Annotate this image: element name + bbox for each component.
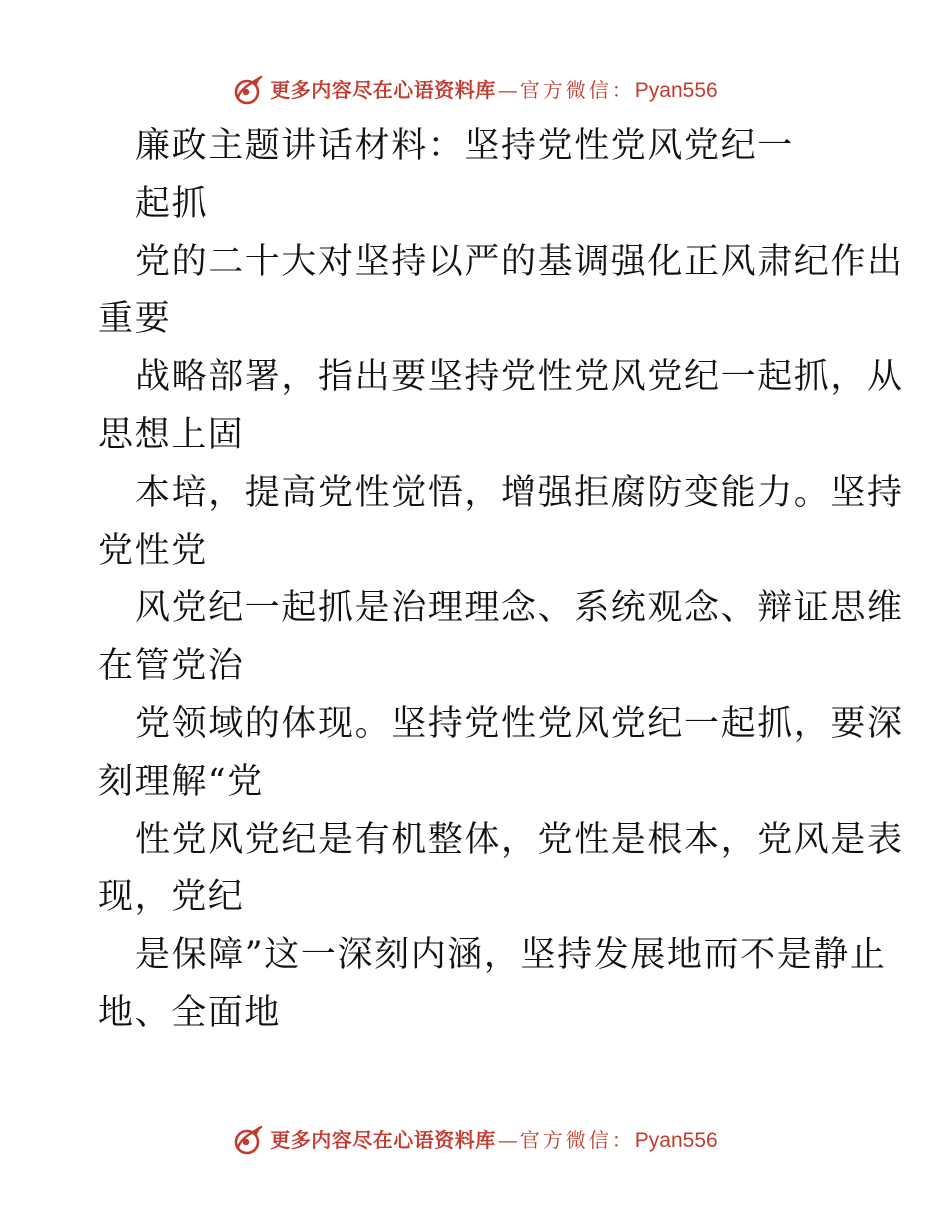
paragraph-line: 地、全面地: [98, 992, 282, 1033]
footer-wechat-label: 官方微信：: [519, 1128, 635, 1152]
title-line-2: 起抓: [135, 183, 209, 224]
paragraph-line: 本培，提高党性觉悟，增强拒腐防变能力。坚持: [135, 472, 904, 513]
footer-banner: [0, 1120, 950, 1160]
paragraph-line: 在管党治: [98, 646, 245, 687]
footer-wechat-id: Pyan556: [634, 1128, 718, 1152]
header-banner: [0, 70, 950, 110]
paragraph-line: 现，党纪: [98, 877, 245, 918]
footer-dash: —: [497, 1128, 518, 1152]
paragraph-line: 是保障”这一深刻内涵，坚持发展地而不是静止: [135, 935, 887, 976]
header-wechat-id: Pyan556: [634, 78, 718, 102]
quill-swirl-logo-icon: [232, 1123, 266, 1157]
header-wechat-label: 官方微信：: [519, 78, 635, 102]
paragraph-line: 党的二十大对坚持以严的基调强化正风肃纪作出: [135, 241, 904, 282]
header-banner-text: [270, 80, 717, 101]
paragraph-line: 风党纪一起抓是治理理念、系统观念、辩证思维: [135, 588, 904, 629]
document-body: [98, 118, 904, 1043]
paragraph-line: 党领域的体现。坚持党性党风党纪一起抓，要深: [135, 703, 904, 744]
title-line-1: 廉政主题讲话材料：坚持党性党风党纪一: [135, 126, 794, 166]
footer-banner-text: [270, 1130, 717, 1151]
paragraph-line: 刻理解“党: [98, 761, 264, 802]
header-promo-text: 更多内容尽在心语资料库: [270, 78, 496, 102]
paragraph-line: 思想上固: [98, 414, 245, 455]
header-dash: —: [497, 78, 518, 102]
paragraph-line: 重要: [98, 299, 172, 340]
paragraph-line: 战略部署，指出要坚持党性党风党纪一起抓，从: [135, 357, 904, 398]
quill-swirl-logo-icon: [232, 73, 266, 107]
paragraph-line: 党性党: [98, 530, 208, 571]
footer-promo-text: 更多内容尽在心语资料库: [270, 1128, 496, 1152]
paragraph-line: 性党风党纪是有机整体，党性是根本，党风是表: [135, 819, 904, 860]
